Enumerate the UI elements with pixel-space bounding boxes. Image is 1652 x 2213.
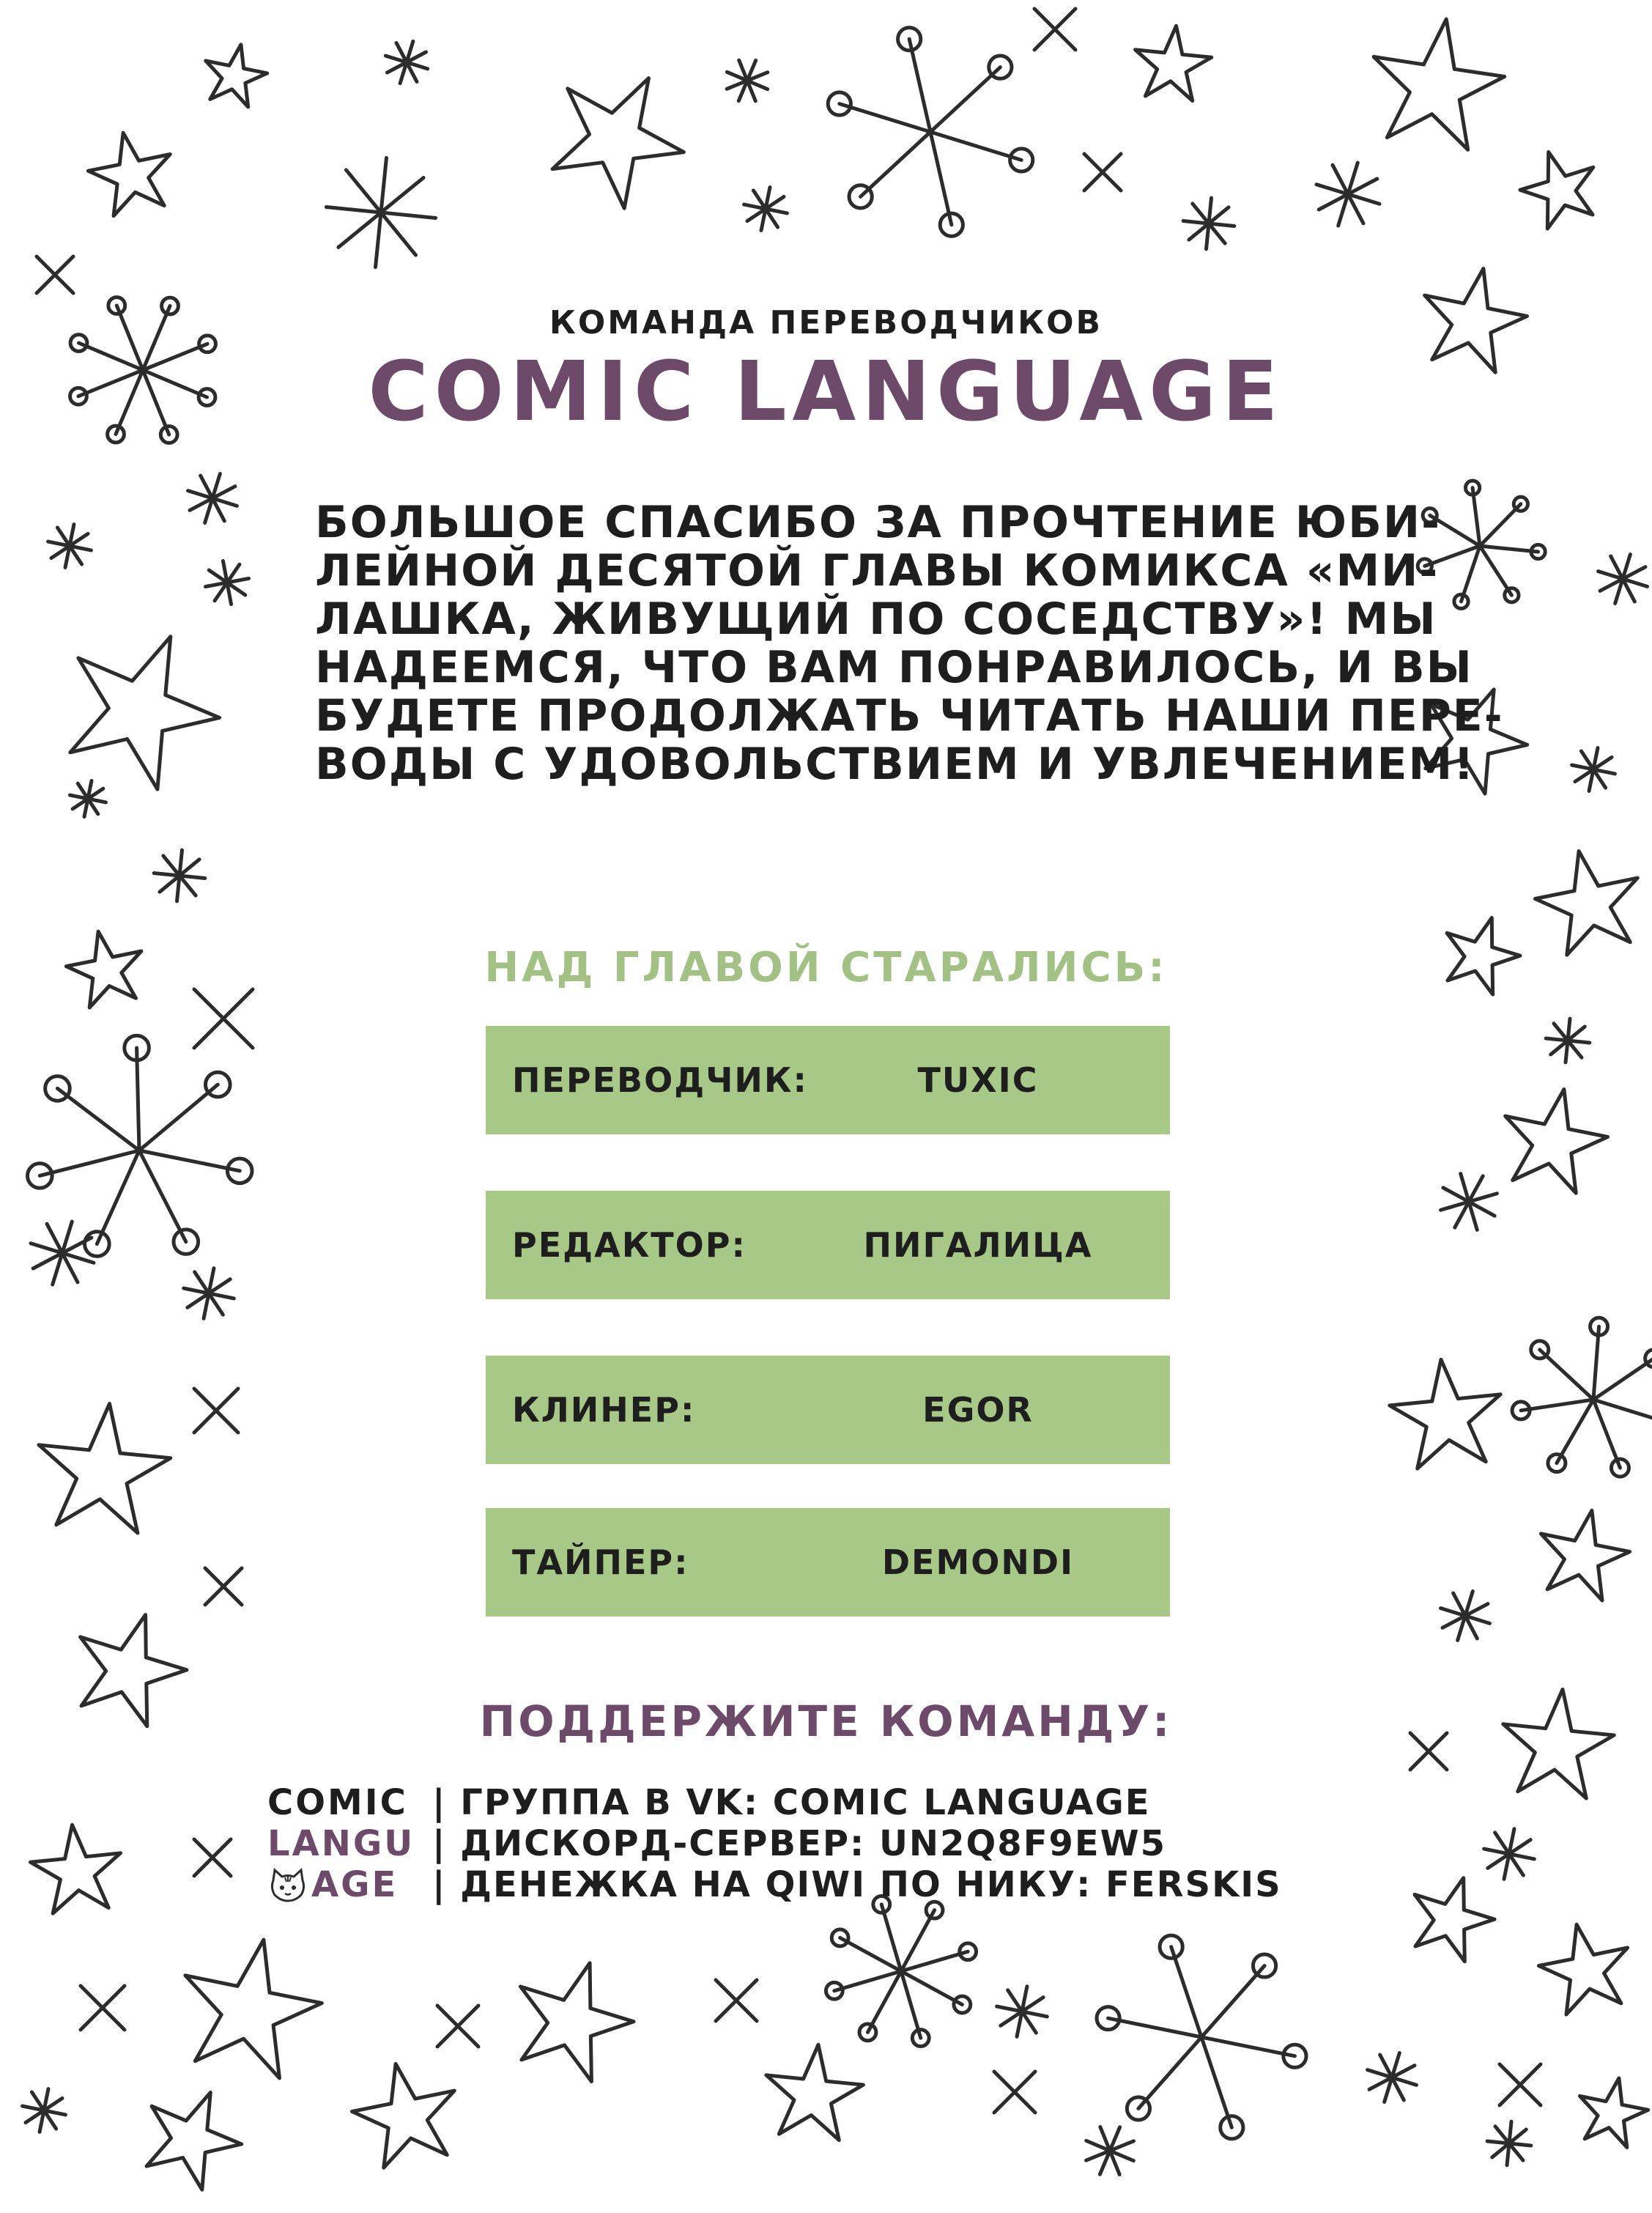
cross-icon [194,1839,231,1876]
thanks-message [315,497,1504,790]
asterisk-icon [70,780,105,816]
star-icon [1390,1359,1500,1468]
cross-icon [1034,9,1075,50]
cross-icon [1500,2064,1541,2105]
credit-row-typer [487,1510,1168,1615]
asterisk-icon [1183,198,1234,249]
star-icon [31,1825,121,1913]
thanks-line: ЛАШКА, ЖИВУЩИЙ ПО СОСЕДСТВУ»! МЫ [315,594,1437,645]
star-icon [1536,851,1638,956]
thanks-line: НАДЕЕМСЯ, ЧТО ВАМ ПОНРАВИЛОСЬ, И ВЫ [315,642,1473,693]
asterisk-icon [48,525,92,568]
credit-row-editor [487,1192,1168,1298]
team-logo [267,1782,414,1905]
support-link-vk[interactable]: | ГРУППА В VK: COMIC LANGUAGE [432,1782,1151,1823]
star-icon [766,2044,864,2140]
asterisk-icon [1484,1829,1535,1880]
star-icon [1505,1090,1608,1194]
asterisk-icon [23,2089,66,2132]
credit-name: TUXIC [917,1060,1039,1100]
snowflake-icon [1097,1935,1306,2139]
star-icon [185,1940,322,2078]
star-icon [39,1404,171,1534]
team-name-title: COMIC LANGUAGE [368,344,1284,440]
star-icon [1415,1878,1494,1962]
asterisk-icon [1441,1174,1497,1230]
star-icon [88,133,170,215]
credit-name: EGOR [922,1390,1034,1430]
asterisk-icon [1316,163,1379,226]
cross-icon [205,1568,242,1605]
thanks-line: БОЛЬШОЕ СПАСИБО ЗА ПРОЧТЕНИЕ ЮБИ- [315,497,1441,548]
logo-line: COMIC [267,1782,408,1823]
cross-icon [716,1980,757,2021]
cross-icon [194,989,253,1048]
asterisk-icon [184,1268,234,1319]
asterisk-icon [744,188,788,231]
snowflake-icon [828,28,1033,237]
asterisk-icon [188,474,237,523]
asterisk-icon [1546,1019,1590,1063]
credits-heading: НАД ГЛАВОЙ СТАРАЛИСЬ: [484,944,1168,991]
support-heading: ПОДДЕРЖИТЕ КОМАНДУ: [479,1696,1173,1746]
asterisk-icon [326,158,435,267]
star-icon [521,1963,634,2082]
asterisk-icon [1572,748,1615,791]
support-link-qiwi[interactable]: | ДЕНЕЖКА НА QIWI ПО НИКУ: FERSKIS [432,1864,1282,1905]
asterisk-icon [1599,555,1648,604]
support-links [432,1782,1385,1905]
asterisk-icon [31,1222,94,1285]
star-icon [1374,19,1505,149]
star-icon [1538,1924,1627,2014]
credit-name: ПИГАЛИЦА [863,1225,1093,1265]
cross-icon [194,1389,238,1433]
support-link-discord[interactable]: | ДИСКОРД-СЕРВЕР: UN2Q8F9EW5 [432,1823,1167,1864]
star-icon [70,637,220,789]
credit-role: РЕДАКТОР: [512,1225,747,1265]
snowflake-icon [28,1035,252,1256]
asterisk-icon [385,41,427,83]
thanks-line: БУДЕТЕ ПРОДОЛЖАТЬ ЧИТАТЬ НАШИ ПЕРЕ- [315,690,1504,742]
credit-role: ПЕРЕВОДЧИК: [512,1060,808,1100]
asterisk-icon [154,850,205,901]
team-caption: КОМАНДА ПЕРЕВОДЧИКОВ [549,304,1103,341]
snowflake-icon [1512,1318,1652,1477]
star-icon [1136,26,1212,100]
credit-row-translator [487,1027,1168,1133]
asterisk-icon [206,561,249,605]
credit-row-cleaner [487,1357,1168,1463]
asterisk-icon [1441,1592,1490,1641]
cross-icon [437,2006,478,2047]
credit-role: ТАЙПЕР: [512,1543,689,1582]
thanks-line: ВОДЫ С УДОВОЛЬСТВИЕМ И УВЛЕЧЕНИЕМ! [315,739,1475,790]
star-icon [1580,2078,1648,2148]
cross-icon [1084,154,1121,191]
credit-role: КЛИНЕР: [512,1390,696,1430]
star-icon [1541,1510,1629,1600]
cat-face-icon [267,1867,308,1902]
thanks-line: ЛЕЙНОЙ ДЕСЯТОЙ ГЛАВЫ КОМИКСА «МИ- [315,545,1440,596]
logo-line: LANGU [267,1823,415,1864]
star-icon [1520,152,1593,229]
star-icon [552,78,684,209]
logo-line: AGE [311,1864,399,1905]
cross-icon [81,1986,125,2030]
asterisk-icon [997,1987,1048,2037]
logo-line-mascot [267,1864,414,1905]
asterisk-icon [1086,2127,1134,2175]
star-icon [352,2064,455,2168]
star-icon [206,45,267,107]
asterisk-icon [1487,2121,1531,2165]
asterisk-icon [1368,2053,1417,2102]
snowflake-icon [826,1896,976,2046]
cross-icon [37,256,73,293]
star-icon [147,2093,242,2190]
asterisk-icon [727,60,768,101]
cross-icon [994,2072,1035,2113]
credit-name: DEMONDI [881,1543,1075,1582]
